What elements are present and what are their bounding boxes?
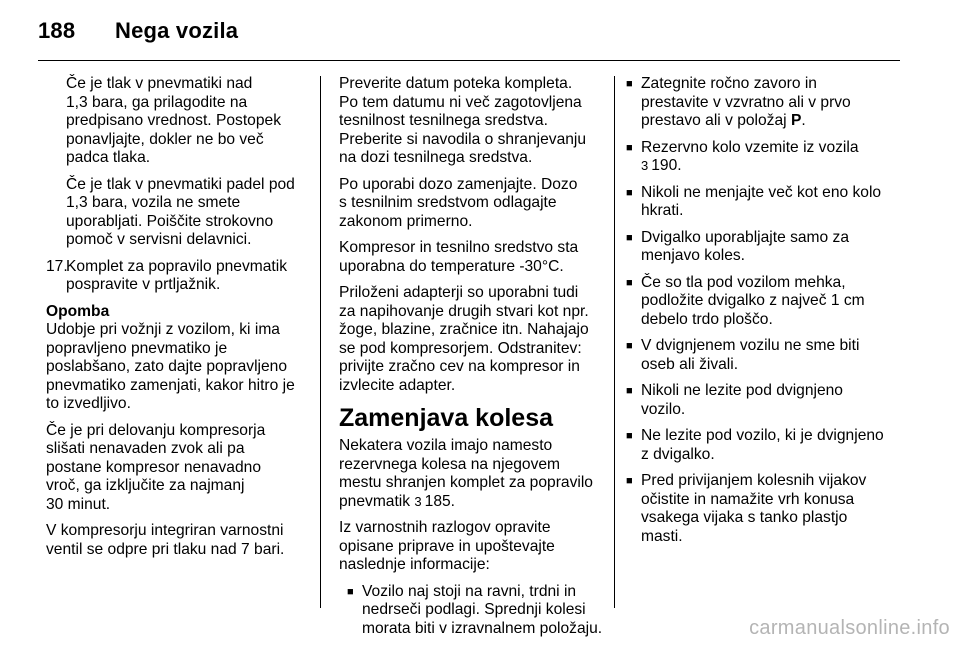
paragraph xyxy=(339,284,604,395)
text-line: tesnilnost tesnilnega sredstva. xyxy=(339,112,548,129)
page-ref[interactable]: 185. xyxy=(424,492,456,510)
gear-position: P xyxy=(790,112,802,129)
text-line: pomoč v servisni delavnici. xyxy=(66,231,252,248)
paragraph xyxy=(339,519,604,575)
page-title: Nega vozila xyxy=(115,18,239,43)
bullet-item xyxy=(626,427,906,464)
text-line: vsakega vijaka s tanko plastjo xyxy=(641,509,848,526)
text-line: Če so tla pod vozilom mehka, xyxy=(641,273,846,291)
text-line: žoge, blazine, zračnice itn. Nahajajo xyxy=(339,321,589,338)
paragraph xyxy=(339,75,604,168)
bullet-text xyxy=(641,184,906,221)
text-line: pospravite v prtljažnik. xyxy=(66,276,221,293)
text-line: Iz varnostnih razlogov opravite xyxy=(339,519,551,536)
text-line: prestavite v vzvratno ali v prvo xyxy=(641,93,851,111)
page-ref-icon: 3 xyxy=(414,493,422,509)
page-ref[interactable]: 190. xyxy=(651,157,682,174)
bullet-item xyxy=(339,583,604,639)
bullet-item xyxy=(626,184,906,221)
text-line: 1,3 bara, vozila ne smete xyxy=(66,194,241,211)
text-line: popravljeno pnevmatiko je xyxy=(46,339,228,357)
column-3 xyxy=(626,75,906,554)
text-line: 1,3 bara, ga prilagodite na xyxy=(66,93,248,111)
numbered-step xyxy=(46,258,308,295)
header-rule xyxy=(38,60,900,61)
bullet-item xyxy=(626,382,906,419)
bullet-icon: ■ xyxy=(626,475,633,487)
text-line: Rezervno kolo vzemite iz vozila xyxy=(641,138,859,156)
column-divider-2 xyxy=(614,76,615,608)
text-line: pnevmatiko zamenjati, kakor hitro je xyxy=(46,376,295,394)
text-line: se pod kompresorjem. Odstranitev: xyxy=(339,339,582,357)
text-line: privijte zračno cev na kompresor in xyxy=(339,358,580,375)
paragraph xyxy=(46,75,308,168)
paragraph xyxy=(46,522,308,559)
note-title: Opomba xyxy=(46,302,110,320)
text-line: opisane priprave in upoštevajte xyxy=(339,537,555,555)
text-line: Če je pri delovanju kompresorja xyxy=(46,421,266,439)
paragraph xyxy=(339,437,604,511)
text-line: Kompresor in tesnilno sredstvo sta xyxy=(339,239,579,256)
bullet-item xyxy=(626,229,906,266)
bullet-item xyxy=(626,75,906,131)
text-line: očistite in namažite vrh konusa xyxy=(641,490,855,508)
bullet-lines xyxy=(641,75,851,111)
bullet-text-end: . xyxy=(801,112,806,129)
text-line: s tesnilnim sredstvom odlagajte xyxy=(339,194,557,211)
page-number: 188 xyxy=(38,18,76,43)
text-line: naslednje informacije: xyxy=(339,556,490,573)
text-line: poslabšano, zato dajte popravljeno xyxy=(46,358,288,375)
bullet-item xyxy=(626,274,906,330)
bullet-text-part: prestavo ali v položaj xyxy=(641,112,787,129)
bullet-icon: ■ xyxy=(626,385,633,397)
text-line: za napihovanje drugih stvari kot npr. xyxy=(339,302,589,320)
text-line: Če je tlak v pnevmatiki padel pod xyxy=(66,175,295,193)
column-2 xyxy=(339,75,604,646)
text-line: to izvedljivo. xyxy=(46,395,131,412)
text-line: Nekatera vozila imajo namesto xyxy=(339,437,553,454)
step-number: 17. xyxy=(46,257,68,275)
text-line: vozilo. xyxy=(641,400,686,418)
text-line: 30 minut. xyxy=(46,495,111,513)
text-line: zakonom primerno. xyxy=(339,212,473,230)
bullet-icon: ■ xyxy=(626,231,633,244)
paragraph-text: pnevmatik xyxy=(339,492,411,510)
text-line: ventil se odpre pri tlaku nad 7 bari. xyxy=(46,540,285,558)
bullet-text xyxy=(641,337,906,374)
bullet-text xyxy=(641,75,906,131)
text-line: oseb ali živali. xyxy=(641,355,739,373)
bullet-icon: ■ xyxy=(347,585,354,598)
text-line: ponavljajte, dokler ne bo več xyxy=(66,130,264,148)
column-divider-1 xyxy=(320,76,321,608)
paragraph xyxy=(339,239,604,276)
note-text xyxy=(46,321,308,414)
text-line: Zategnite ročno zavoro in xyxy=(641,75,817,92)
text-line: Po tem datumu ni več zagotovljena xyxy=(339,93,582,111)
bullet-icon: ■ xyxy=(626,276,633,289)
text-line: padca tlaka. xyxy=(66,149,151,166)
text-line: vroč, ga izključite za najmanj xyxy=(46,477,245,494)
text-line: Udobje pri vožnji z vozilom, ki ima xyxy=(46,321,280,338)
text-line: Vozilo naj stoji na ravni, trdni in xyxy=(362,582,577,600)
text-line: postane kompresor nenavadno xyxy=(46,458,261,476)
text-line: Pred privijanjem kolesnih vijakov xyxy=(641,472,867,489)
watermark: carmanualsonline.info xyxy=(749,617,950,639)
bullet-icon: ■ xyxy=(626,141,633,154)
text-line: Ne lezite pod vozilo, ki je dvignjeno xyxy=(641,427,884,444)
text-line: slišati nenavaden zvok ali pa xyxy=(46,440,245,457)
paragraph xyxy=(339,176,604,232)
text-line: morata biti v izravnalnem položaju. xyxy=(362,619,603,637)
text-line: nedrseči podlagi. Sprednji kolesi xyxy=(362,601,586,618)
bullet-icon: ■ xyxy=(626,430,633,442)
bullet-text xyxy=(641,382,906,419)
page-ref-icon: 3 xyxy=(641,158,649,173)
text-line: izvlecite adapter. xyxy=(339,376,456,394)
text-line: Nikoli ne lezite pod dvignjeno xyxy=(641,382,843,399)
bullet-text xyxy=(641,139,906,176)
text-line: Po uporabi dozo zamenjajte. Dozo xyxy=(339,175,578,193)
text-line: Nikoli ne menjajte več kot eno kolo xyxy=(641,183,882,201)
bullet-item xyxy=(626,139,906,176)
text-line: masti. xyxy=(641,527,683,545)
text-line: V dvignjenem vozilu ne sme biti xyxy=(641,337,860,354)
text-line: Preberite si navodila o shranjevanju xyxy=(339,130,587,148)
text-line: menjavo koles. xyxy=(641,247,746,264)
text-line: Priloženi adapterji so uporabni tudi xyxy=(339,284,579,301)
text-line: predpisano vrednost. Postopek xyxy=(66,112,281,129)
bullet-text xyxy=(641,427,906,464)
section-heading: Zamenjava kolesa xyxy=(339,404,554,432)
step-text xyxy=(66,258,287,295)
bullet-icon: ■ xyxy=(626,78,633,90)
bullet-text xyxy=(641,472,906,546)
text-line: Komplet za popravilo pnevmatik xyxy=(66,257,288,275)
text-line: uporabljati. Poiščite strokovno xyxy=(66,212,274,230)
text-line: debelo trdo ploščo. xyxy=(641,310,773,328)
bullet-text xyxy=(641,274,906,330)
text-line: Če je tlak v pnevmatiki nad xyxy=(66,75,253,92)
bullet-icon: ■ xyxy=(626,340,633,352)
text-line: Dvigalko uporabljajte samo za xyxy=(641,228,850,246)
bullet-icon: ■ xyxy=(626,186,633,199)
paragraph-lines xyxy=(339,437,593,491)
text-line: uporabna do temperature -30°C. xyxy=(339,257,564,275)
paragraph xyxy=(46,176,308,250)
bullet-text xyxy=(362,583,604,639)
bullet-text xyxy=(641,229,906,266)
text-line: rezervnega kolesa na njegovem xyxy=(339,455,561,473)
text-line: mestu shranjen komplet za popravilo xyxy=(339,474,593,491)
paragraph xyxy=(46,422,308,515)
text-line: hkrati. xyxy=(641,202,684,219)
bullet-item xyxy=(626,472,906,546)
text-line: z dvigalko. xyxy=(641,445,715,463)
text-line: na dozi tesnilnega sredstva. xyxy=(339,149,533,166)
page-header xyxy=(38,18,238,44)
text-line: podložite dvigalko z največ 1 cm xyxy=(641,292,865,309)
bullet-lines xyxy=(641,139,859,156)
column-1 xyxy=(46,75,308,567)
text-line: Preverite datum poteka kompleta. xyxy=(339,75,573,92)
bullet-item xyxy=(626,337,906,374)
text-line: V kompresorju integriran varnostni xyxy=(46,522,284,539)
